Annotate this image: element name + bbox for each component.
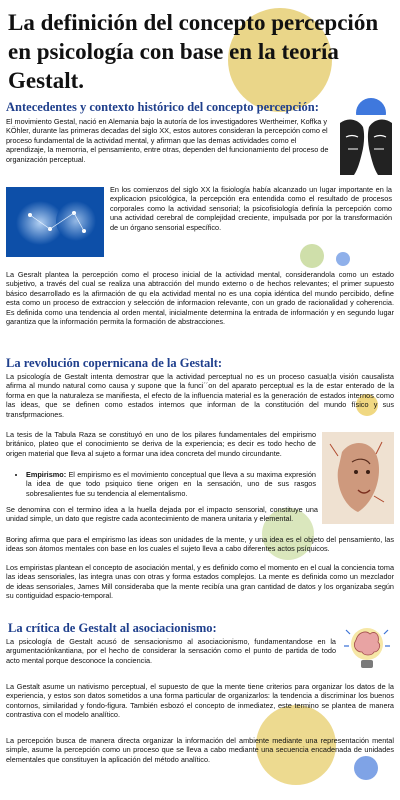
brain-network-image — [6, 187, 104, 257]
brain-bulb-image — [340, 620, 394, 678]
bullet-term: Empirismo: — [26, 470, 67, 479]
face-sketch-image — [322, 432, 394, 524]
page-title: La definición del concepto percepción en psicología con base en la teoría Gestalt. — [8, 10, 379, 93]
section2-heading: La revolución copernicana de la Gestalt: — [6, 356, 223, 370]
section2-paragraph-1: La psicología de Gestalt intenta demostrar que la actividad perceptual no es un proceso casual;la visión causalista afirma al mundo natural como causa y supone que la funci´´on del aparato perceptual es la de estar enterado de la forma en que la naturaleza se manifiesta, el efecto de la influencia material es la generación de estados internos como las ideas, que se definen como estados internos que informan de la constitución del mundo físico y sus transfprmaciones. — [6, 372, 394, 419]
section3-heading: La crítica de Gestalt al asociacionismo: — [8, 621, 217, 635]
section1-paragraph-3: La Gesralt plantea la percepción como el proceso inicial de la actividad mental, considerandola como un estado subjetivo, a través del cual se realiza una abtracción del mundo externo o de hechos relevantes; el primer supuesto básico desarrollado es la afirmación de qu ela actividad mental no es una copia idéntica del mundo percibido, define esta como un proceso de extraccion y selección de informacion relevante, con un grado de racionalidad y coherencia. Es definida como una tendencia al orden mental, inicialmente determina la entrada de información y en segundo lugar garantiza que la información permita la formación de abstracciones. — [6, 270, 394, 327]
deco-circle-green — [300, 244, 324, 268]
section3-paragraph-1: La psicología de Gestalt acusó de sensacionismo al asociacionismo, fundamentandose en la argumentaciónkantiana, por el hecho de considerar la sensación como el punto de partida de todo acto mental porque desconoce la conciencia. — [6, 637, 336, 665]
section2-bullet-list — [12, 470, 316, 498]
section2-paragraph-4: Boring afirma que para el empirismo las ideas son unidades de la mente, y una idea es el objeto del pensamiento, las ideas son átomos mentales con base en los cuales el sujeto lleva a cabo diferentes actos psíquicos. — [6, 535, 394, 554]
section3-paragraph-3: La percepción busca de manera directa organizar la información del ambiente mediante una representación mental simple, asume la percepción como un proceso que se lleva a cabo mediante una secuencia encadenada de unidades elementales que constituyen la aplicación del método analítico. — [6, 736, 394, 764]
section1-heading: Antecedentes y contexto histórico del concepto percepción: — [6, 100, 319, 114]
deco-circle-blue-small — [336, 252, 350, 266]
section2-paragraph-5: Los empiristas plantean el concepto de asociación mental, y es definido como el momento en el cual la conciencia toma las ideas sensoriales, las integra unas con otras y forma estados complejos. La mente es definida como un mezclador de ideas sensoriales, James Mill consideraba que la mente recibía una gran cantidad de datos y los organizaba según su contiguidad espacio-temporal. — [6, 563, 394, 601]
section3-paragraph-2: La Gestalt asume un nativismo perceptual, el supuesto de que la mente tiene criterios para organizar los datos de la experiencia, y estos son datos sometidos a una forma particular de organizarlos: la tendencia a discriminar los buenos contornos, similaridad y fondo-figura. También esbozó el concepto de inmediatez, este termino se plantea de manera contrastiva con el modelo analítico. — [6, 682, 394, 720]
section1-paragraph-2: En los comienzos del siglo XX la fisiología había alcanzado un lugar importante en la explicacion psicológica, la percepción era entendida como el resultado de procesos corporales como la actividad sensorial; la psicofisiología definía la percepción como una actividad cerebral de complejidad creciente, impulsada por por la transformación de un órgano sensorial específico. — [110, 185, 392, 232]
section1-paragraph-1: El movimiento Gestal, nació en Alemania bajo la autoría de los investigadores Wertheimer, Koffka y KÖhler, durante las primeras decadas del siglo XX, estos autores consideran la percepción como el proceso fundamental de la actividad mental, y afirman que las demas actividades como el aprendizaje, la memorria, el pensamiento, entre otras, dependen del funcionamiento del proceso de organización perceptual. — [6, 117, 329, 164]
section2-paragraph-2: La tesis de la Tabula Raza se constituyó en uno de los pilares fundamentales del empirismo británico, plateo que el conocimiento se deriva de la experiencia; es decir es todo hecho de origen material que lleva al sujeto a formar una idea concreta del mundo circundante. — [6, 430, 316, 458]
twin-faces-image — [336, 115, 396, 177]
section2-paragraph-3: Se denomina con el termino idea a la huella dejada por el impacto sensorial, constituye una unidad simple, un dato que registre cada acontecimiento de manera unitaria y elemental. — [6, 505, 318, 524]
bullet-empirismo — [26, 470, 316, 498]
bullet-text: El empirismo es el movimiento conceptual que lleva a su maxima expresión la idea de que todo psiquico tiene origen en la sensación, uno de sus rasgos sobresalientes fue su tendencia al elementalismo. — [26, 470, 316, 498]
